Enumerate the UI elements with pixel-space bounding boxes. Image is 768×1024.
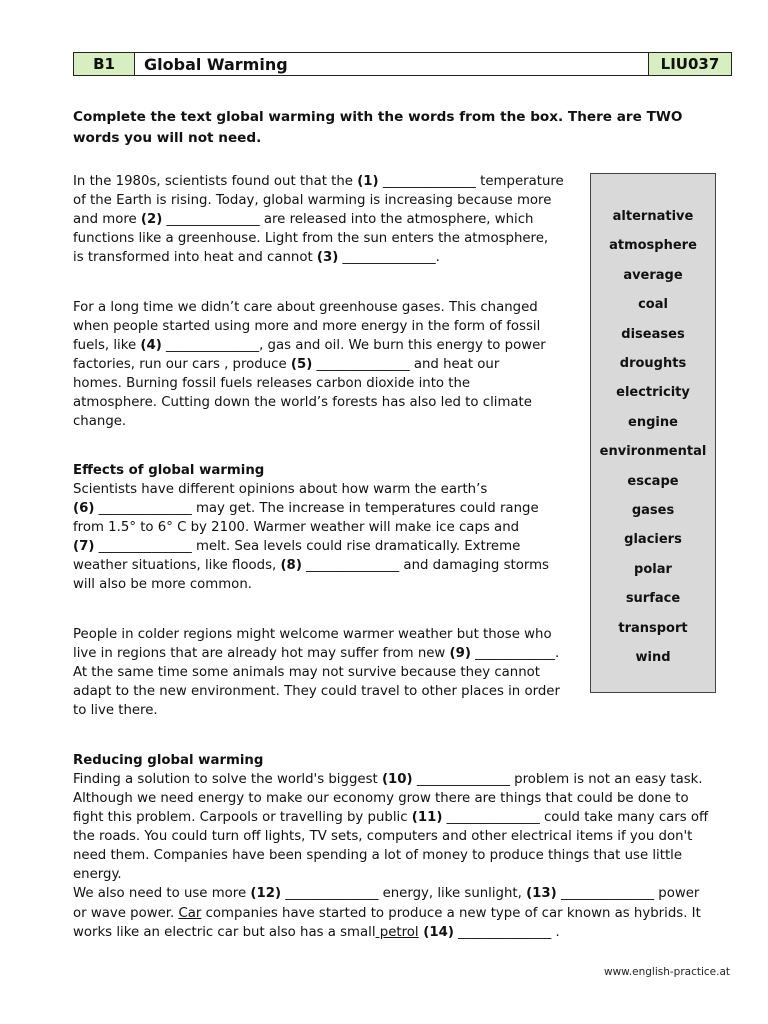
footer-url: www.english-practice.at xyxy=(603,966,730,978)
text-segment: ______________ . xyxy=(453,925,560,940)
paragraph-4 xyxy=(73,625,581,720)
text-segment: atmosphere. Cutting down the world’s forests has also led to climate xyxy=(73,395,532,410)
gap-number: (10) xyxy=(381,772,413,787)
text-line xyxy=(73,355,581,374)
text-line xyxy=(73,663,581,682)
word-box-item: atmosphere xyxy=(609,238,697,254)
gap-number: (4) xyxy=(140,338,162,353)
text-segment: works like an electric car but also has a small xyxy=(73,925,376,940)
text-segment: ______________, gas and oil. We burn this energy to power xyxy=(161,338,546,353)
word-box-item: glaciers xyxy=(624,532,682,548)
text-segment: homes. Burning fossil fuels releases carbon dioxide into the xyxy=(73,376,471,391)
instructions: Complete the text global warming with the words from the box. There are TWO words you will not need. xyxy=(73,109,683,146)
gap-number: (1) xyxy=(357,174,379,189)
text-segment: functions like a greenhouse. Light from the sun enters the atmosphere, xyxy=(73,231,549,246)
word-box-item: gases xyxy=(631,503,675,518)
word-box-item: polar xyxy=(634,561,672,577)
word-box xyxy=(590,173,716,693)
text-line xyxy=(73,556,581,575)
word-box-item: wind xyxy=(635,650,671,665)
text-segment: weather situations, like floods, xyxy=(73,558,281,573)
text-line xyxy=(73,336,581,355)
gap-number: (3) xyxy=(316,250,339,265)
text-segment: of the Earth is rising. Today, global warming is increasing because more xyxy=(73,193,552,208)
text-segment: adapt to the new environment. They could travel to other places in order xyxy=(73,684,560,699)
gap-number: (5) xyxy=(290,357,313,372)
text-segment: ______________ power xyxy=(556,886,700,901)
word-box-item: escape xyxy=(627,473,679,489)
text-segment: ______________ energy, like sunlight, xyxy=(281,886,527,901)
text-segment: when people started using more and more energy in the form of fossil xyxy=(73,319,541,334)
text-segment: ______________ temperature xyxy=(378,174,564,189)
text-line xyxy=(73,904,733,923)
gap-number: (7) xyxy=(73,539,95,554)
word-box-item: coal xyxy=(638,297,668,313)
text-segment: fight this problem. Carpools or travelling by public xyxy=(73,810,412,825)
text-line xyxy=(73,682,581,701)
text-segment: companies have started to produce a new type of car known as hybrids. It xyxy=(201,906,701,921)
text-segment: ______________ problem is not an easy task. xyxy=(412,772,703,787)
text-line xyxy=(73,393,581,412)
text-segment: ______________ may get. The increase in temperatures could range xyxy=(94,501,539,516)
text-line xyxy=(73,808,733,827)
level-badge: B1 xyxy=(74,53,135,75)
paragraph-reducing xyxy=(73,751,733,942)
underlined-word: Car xyxy=(178,906,202,921)
text-line xyxy=(73,701,581,720)
text-segment: We also need to use more xyxy=(73,886,251,901)
worksheet-title: Global Warming xyxy=(144,54,288,74)
text-line xyxy=(73,172,581,191)
section-heading-reducing: Reducing global warming xyxy=(73,753,264,768)
gap-number: (2) xyxy=(140,212,163,227)
text-segment: factories, run our cars , produce xyxy=(73,357,291,372)
word-box-item: droughts xyxy=(619,356,687,371)
text-segment: change. xyxy=(73,414,127,429)
text-segment: is transformed into heat and cannot xyxy=(73,250,317,265)
section-heading-effects: Effects of global warming xyxy=(73,463,265,478)
text-segment: ______________ and damaging storms xyxy=(301,558,549,573)
text-line xyxy=(73,412,581,431)
text-line: the roads. You could turn off lights, TV sets, computers and other electrical items if you don't xyxy=(73,829,693,844)
text-segment: ______________ could take many cars off xyxy=(442,810,709,825)
text-line xyxy=(73,248,581,267)
text-segment: from 1.5° to 6° C by 2100. Warmer weather will make ice caps and xyxy=(73,520,520,535)
text-line xyxy=(73,374,581,393)
text-line xyxy=(73,644,581,663)
text-segment: ____________. xyxy=(470,646,560,661)
text-segment: or wave power. xyxy=(73,906,179,921)
text-segment: In the 1980s, scientists found out that the xyxy=(73,174,358,189)
text-segment: ______________ and heat our xyxy=(312,357,500,372)
text-line xyxy=(73,229,581,248)
text-line xyxy=(73,923,733,942)
text-segment: People in colder regions might welcome warmer weather but those who xyxy=(73,627,552,642)
text-line: Although we need energy to make our economy grow there are things that could be done to xyxy=(73,791,689,806)
text-line xyxy=(73,537,581,556)
word-box-item: engine xyxy=(628,414,678,430)
word-box-item: average xyxy=(623,267,683,283)
text-segment: Scientists have different opinions about how warm the earth’s xyxy=(73,482,488,497)
paragraph-2 xyxy=(73,298,581,431)
text-line xyxy=(73,770,733,789)
text-segment: and more xyxy=(73,212,141,227)
text-line xyxy=(73,575,581,594)
text-segment: For a long time we didn’t care about greenhouse gases. This changed xyxy=(73,300,538,315)
text-line xyxy=(73,480,581,499)
word-box-item: environmental xyxy=(599,444,707,460)
gap-number: (11) xyxy=(411,810,443,825)
text-line: energy. xyxy=(73,867,122,882)
text-line xyxy=(73,884,733,903)
word-box-item: transport xyxy=(618,620,688,636)
paragraph-effects xyxy=(73,461,581,594)
text-line xyxy=(73,191,581,210)
text-line xyxy=(73,298,581,317)
gap-number: (14) xyxy=(418,925,454,940)
text-segment: to live there. xyxy=(73,703,158,718)
gap-number: (8) xyxy=(280,558,302,573)
gap-number: (13) xyxy=(526,886,557,901)
text-segment: fuels, like xyxy=(73,338,141,353)
text-line xyxy=(73,317,581,336)
text-segment: ______________ melt. Sea levels could rise dramatically. Extreme xyxy=(94,539,521,554)
gap-number: (12) xyxy=(250,886,282,901)
text-segment: ______________ are released into the atmosphere, which xyxy=(162,212,534,227)
word-box-item: electricity xyxy=(616,385,690,401)
text-line xyxy=(73,518,581,537)
text-segment: will also be more common. xyxy=(73,577,252,592)
text-line xyxy=(73,210,581,229)
worksheet-code: LIU037 xyxy=(648,53,731,75)
text-line: need them. Companies have been spending a lot of money to produce things that use little xyxy=(73,848,683,863)
word-box-item: surface xyxy=(625,591,681,607)
word-box-item: alternative xyxy=(612,209,694,224)
gap-number: (9) xyxy=(449,646,471,661)
text-segment: At the same time some animals may not survive because they cannot xyxy=(73,665,540,680)
worksheet-header xyxy=(73,52,732,76)
text-segment: ______________. xyxy=(338,250,440,265)
text-line xyxy=(73,625,581,644)
paragraph-1 xyxy=(73,172,581,267)
text-segment: live in regions that are already hot may suffer from new xyxy=(73,646,450,661)
text-segment: Finding a solution to solve the world's biggest xyxy=(73,772,382,787)
gap-number: (6) xyxy=(73,501,95,516)
underlined-word: petrol xyxy=(375,925,419,940)
text-line xyxy=(73,499,581,518)
word-box-item: diseases xyxy=(621,326,685,342)
